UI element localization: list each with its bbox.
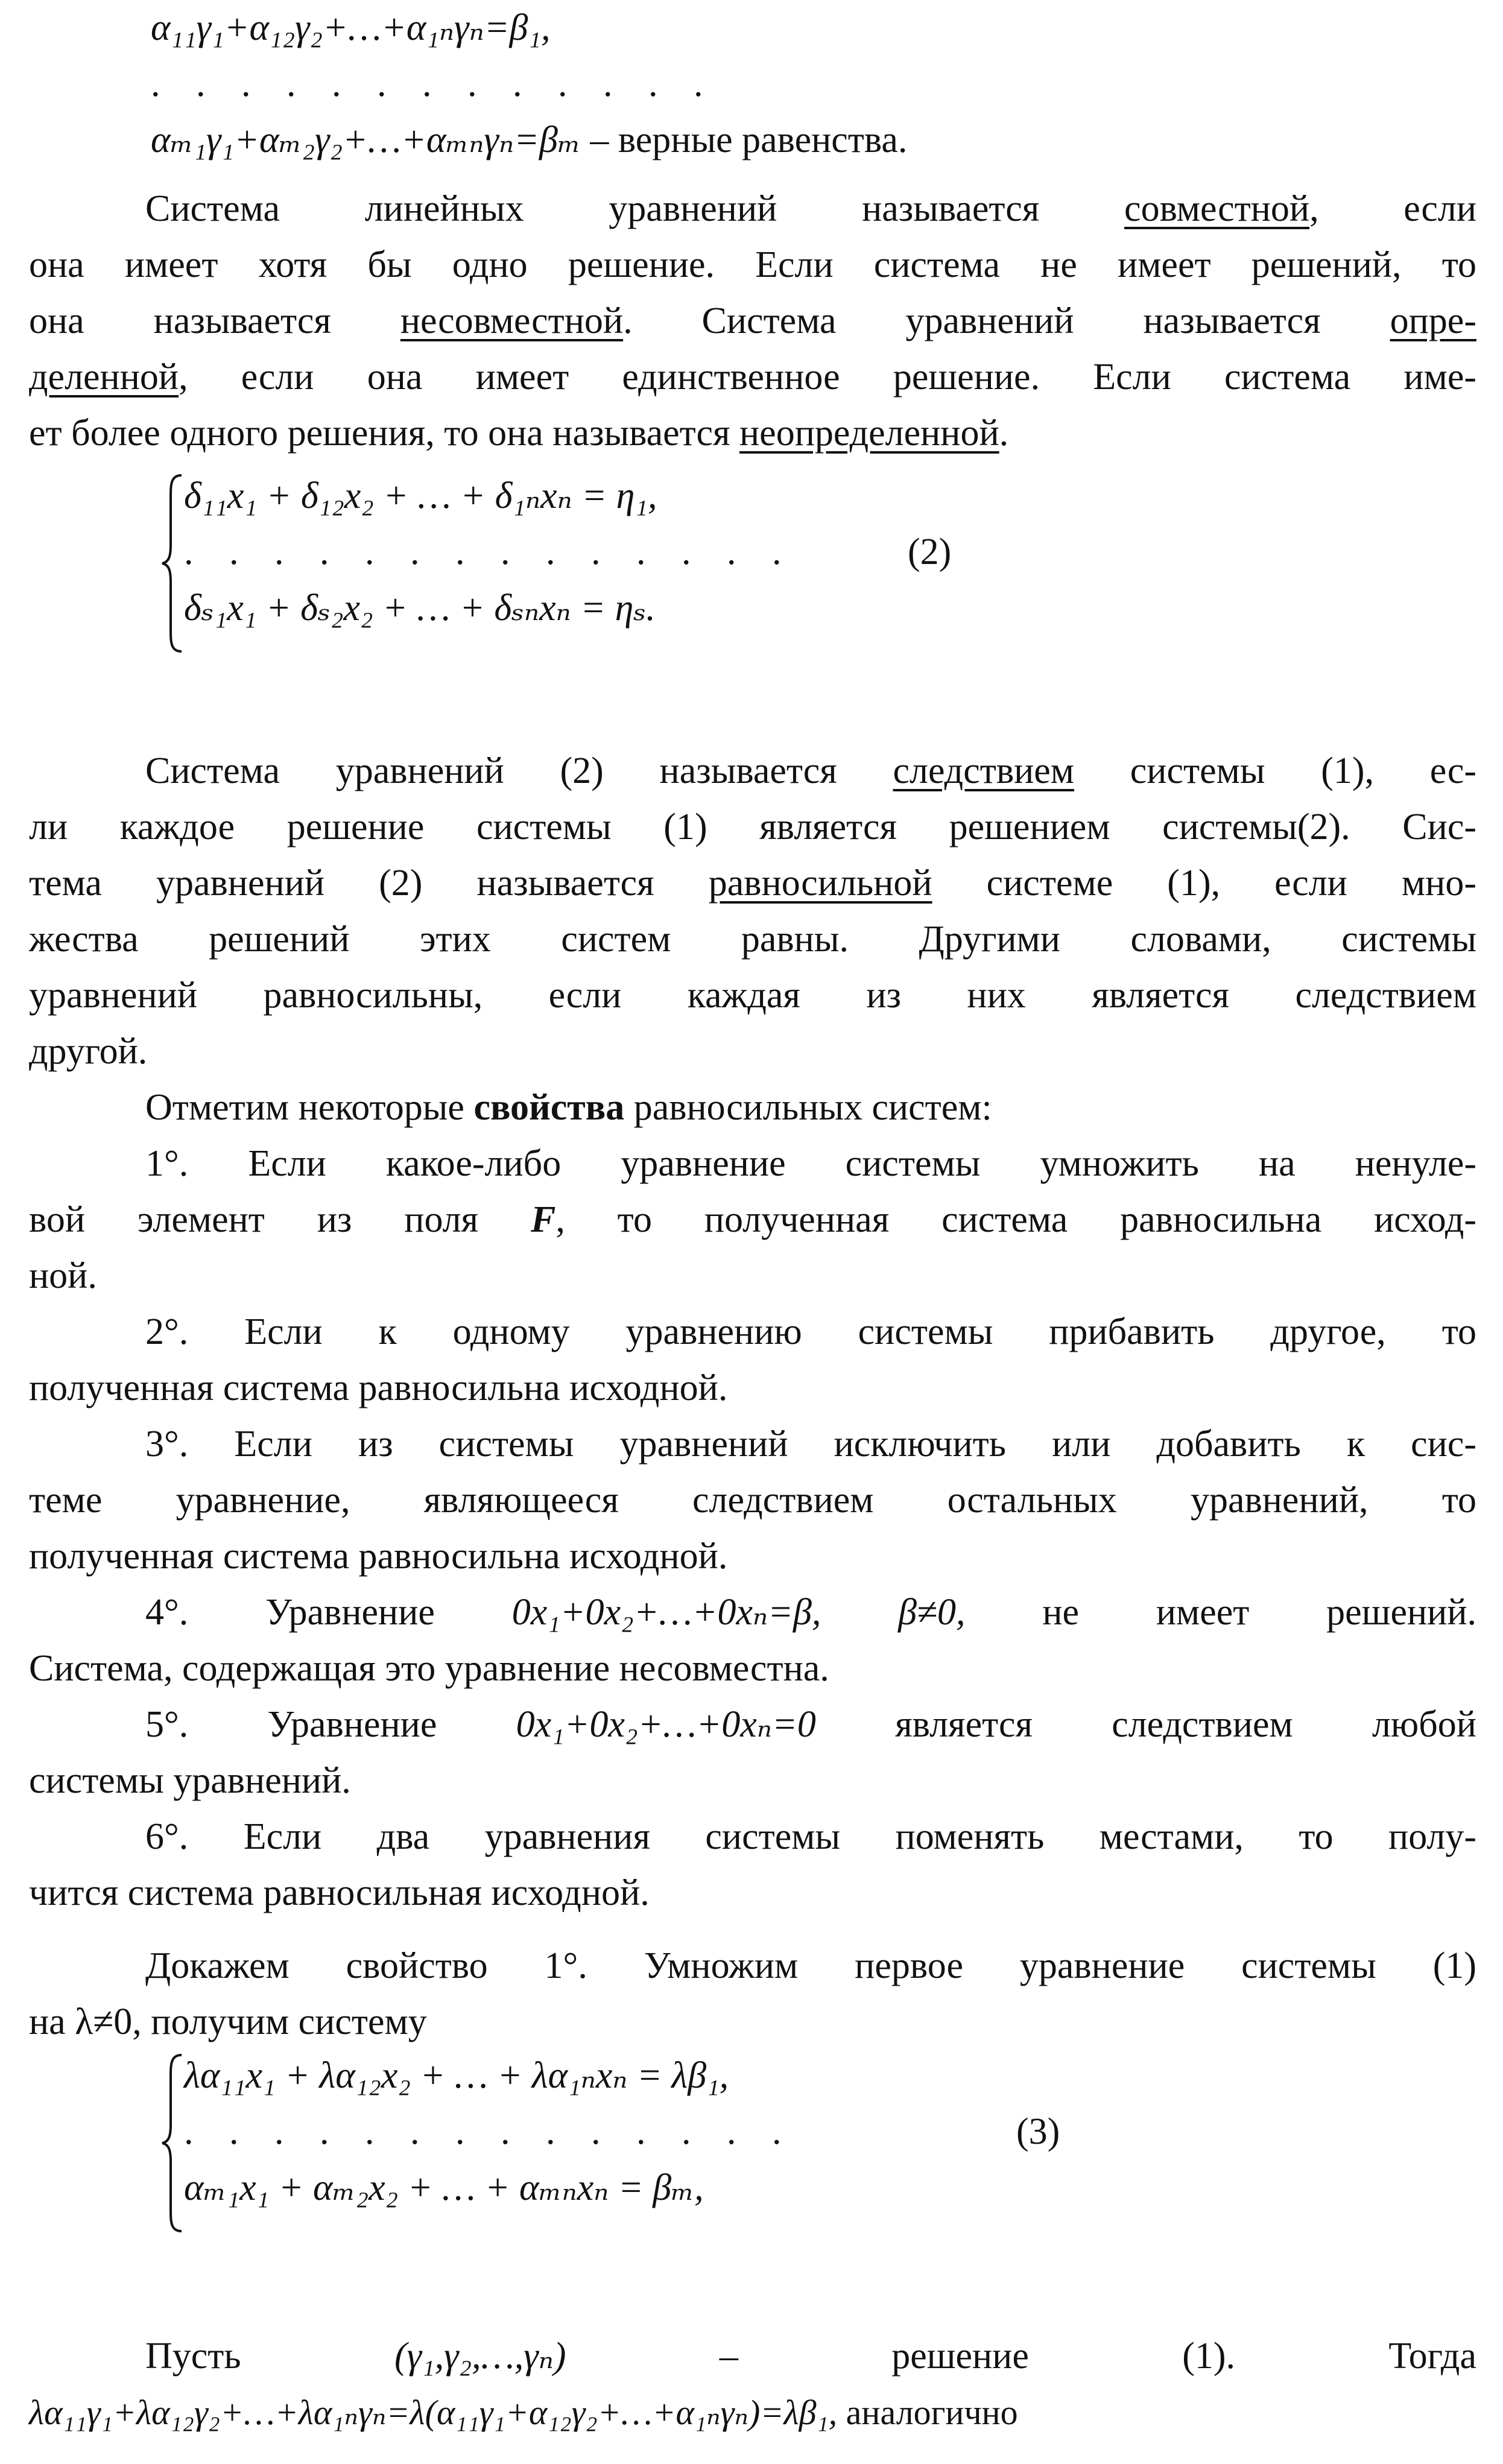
- equation-system-3: [160, 2048, 1125, 2289]
- system-row-first: δ₁₁x₁ + δ₁₂x₂ + … + δ₁ₙxₙ = η₁,: [184, 475, 657, 516]
- text-line: другой.: [29, 1031, 148, 1072]
- text: является следствием любой: [815, 1704, 1476, 1745]
- text: тема уравнений (2) называется: [29, 863, 709, 904]
- term-consistent: совместной: [1124, 188, 1310, 229]
- multiplied-equation: λα₁₁γ₁+λα₁₂γ₂+…+λα₁ₙγₙ=λ(α₁₁γ₁+α₁₂γ₂+…+α₁ₙγₙ)=λβ₁,: [29, 2393, 838, 2432]
- term-inconsistent: несовместной: [400, 300, 624, 341]
- property-5-line: системы уравнений.: [29, 1760, 351, 1801]
- text: 4°. Уравнение: [145, 1592, 512, 1633]
- text: (1).: [1182, 2336, 1236, 2377]
- proof-line: Докажем свойство 1°. Умножим первое уравнение системы (1): [145, 1945, 1476, 1986]
- paragraph-tail: [29, 2328, 1476, 2440]
- text: 5°. Уравнение: [145, 1704, 516, 1745]
- text: она называется: [29, 300, 400, 341]
- text-line: ли каждое решение системы (1) является решением системы(2). Сис-: [29, 806, 1476, 847]
- term-determined-part2: деленной: [29, 356, 179, 397]
- text: . Система уравнений называется: [623, 300, 1390, 341]
- text: , если: [1309, 188, 1477, 229]
- property-3-line: полученная система равносильна исходной.: [29, 1536, 728, 1577]
- solution-equalities: [151, 0, 1448, 168]
- term-consequence: следствием: [893, 750, 1075, 791]
- term-undetermined: неопределенной: [739, 413, 999, 454]
- proof-line: на λ≠0, получим систему: [29, 2001, 427, 2042]
- text: равносильных систем:: [624, 1087, 992, 1128]
- text: ет более одного решения, то она называется: [29, 413, 739, 454]
- equation-number: (2): [908, 531, 952, 572]
- property-1-line: 1°. Если какое-либо уравнение системы умножить на ненуле-: [145, 1143, 1476, 1184]
- system-rows: [184, 2048, 795, 2216]
- system-row-ellipsis: . . . . . . . . . . . . . .: [184, 2111, 795, 2152]
- text: –: [719, 2336, 738, 2377]
- property-6-line: 6°. Если два уравнения системы поменять местами, то полу-: [145, 1816, 1476, 1857]
- term-determined-part1: опре-: [1390, 300, 1476, 341]
- text: , если она имеет единственное решение. Если система име-: [179, 356, 1476, 397]
- text: Пусть: [145, 2336, 241, 2377]
- text: Отметим некоторые: [145, 1087, 474, 1128]
- text-line: жества решений этих систем равны. Другими словами, системы: [29, 919, 1476, 960]
- property-4-line: Система, содержащая это уравнение несовместна.: [29, 1648, 829, 1689]
- zero-equation: 0x₁+0x₂+…+0xₙ=β, β≠0,: [511, 1592, 966, 1633]
- term-properties: свойства: [473, 1087, 625, 1128]
- system-row-last: δₛ₁x₁ + δₛ₂x₂ + … + δₛₙxₙ = ηₛ.: [184, 587, 656, 629]
- text: .: [999, 413, 1009, 454]
- brace-icon: [160, 2053, 184, 2234]
- text-line: уравнений равносильны, если каждая из них является следствием: [29, 975, 1476, 1016]
- term-equivalent: равносильной: [708, 863, 932, 904]
- property-2-line: полученная система равносильна исходной.: [29, 1367, 728, 1408]
- equation-system-2: [160, 468, 1004, 709]
- solution-tuple: (γ₁,γ₂,…,γₙ): [394, 2336, 566, 2377]
- property-3-line: 3°. Если из системы уравнений исключить или добавить к сис-: [145, 1424, 1476, 1465]
- equality-last: αₘ₁γ₁+αₘ₂γ₂+…+αₘₙγₙ=βₘ: [151, 119, 581, 160]
- paragraph-definitions: [29, 181, 1476, 461]
- text: , то полученная система равносильна исход-: [555, 1199, 1477, 1240]
- brace-icon: [160, 473, 184, 654]
- text: системе (1), если мно-: [932, 863, 1476, 904]
- text: решение: [891, 2336, 1029, 2377]
- text: Система линейных уравнений называется: [145, 188, 1125, 229]
- system-row-first: λα₁₁x₁ + λα₁₂x₂ + … + λα₁ₙxₙ = λβ₁,: [184, 2055, 729, 2096]
- property-6-line: чится система равносильная исходной.: [29, 1872, 650, 1913]
- zero-equation: 0x₁+0x₂+…+0xₙ=0: [516, 1704, 816, 1745]
- system-rows: [184, 468, 795, 636]
- text: вой элемент из поля: [29, 1199, 531, 1240]
- text: Система уравнений (2) называется: [145, 750, 893, 791]
- text: не имеет решений.: [965, 1592, 1476, 1633]
- equation-number: (3): [1016, 2111, 1060, 2152]
- system-row-last: αₘ₁x₁ + αₘ₂x₂ + … + αₘₙxₙ = βₘ,: [184, 2167, 704, 2208]
- paragraph-consequence: [29, 743, 1476, 1080]
- equality-first: α₁₁γ₁+α₁₂γ₂+…+α₁ₙγₙ=β₁,: [151, 7, 551, 48]
- equality-note: – верные равенства.: [580, 119, 908, 160]
- paragraph-proof: [29, 1938, 1476, 2050]
- field-symbol: F: [530, 1199, 556, 1240]
- properties-list: [29, 1136, 1476, 1921]
- property-2-line: 2°. Если к одному уравнению системы прибавить другое, то: [145, 1311, 1476, 1352]
- text: Тогда: [1388, 2336, 1476, 2377]
- system-row-ellipsis: . . . . . . . . . . . . . .: [184, 531, 795, 572]
- text-line: она имеет хотя бы одно решение. Если система не имеет решений, то: [29, 244, 1476, 285]
- text: аналогично: [837, 2393, 1018, 2432]
- property-3-line: теме уравнение, являющееся следствием остальных уравнений, то: [29, 1480, 1476, 1521]
- tail-line-1: [29, 2328, 1476, 2384]
- text: системы (1), ес-: [1074, 750, 1477, 791]
- paragraph-properties-intro: [29, 1080, 1476, 1136]
- property-1-line: ной.: [29, 1255, 97, 1296]
- ellipsis-row: . . . . . . . . . . . . .: [151, 63, 717, 104]
